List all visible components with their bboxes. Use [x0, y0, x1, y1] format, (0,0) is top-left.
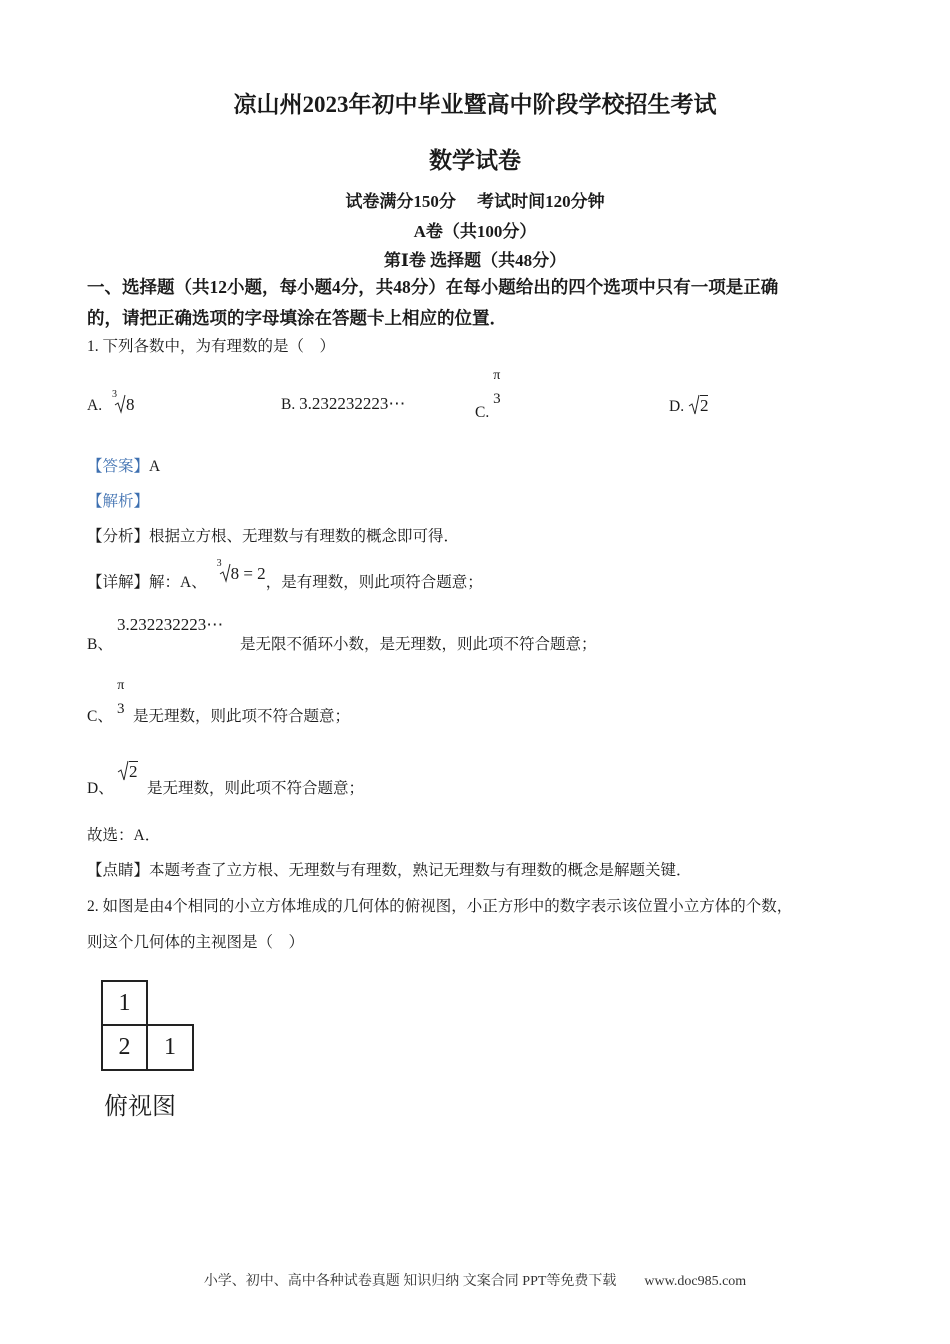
detail-a-prefix: 解：A、: [149, 574, 207, 591]
detail-d-suffix: 是无理数，则此项不符合题意；: [147, 780, 365, 797]
q1-conclusion: 故选：A．: [87, 827, 161, 844]
detail-a-formula: [211, 558, 266, 584]
radicand: 2: [699, 396, 709, 415]
q1-answer: [87, 454, 160, 476]
option-b-label: B.: [281, 396, 296, 413]
detail-a-suffix: ，是有理数，则此项符合题意；: [265, 574, 483, 591]
answer-tag: 【答案】: [87, 458, 150, 475]
q2-stem-line2: 则这个几何体的主视图是（ ）: [87, 934, 305, 951]
detail-tag: 【详解】: [87, 574, 150, 591]
q1-option-d: [669, 394, 708, 416]
cell-bottom-right: 1: [146, 1024, 194, 1071]
detail-c-fraction: [117, 679, 125, 717]
option-b-value: 3.232232223⋯: [299, 394, 406, 413]
q1-option-b: [281, 394, 405, 414]
option-c-label: C.: [475, 403, 490, 421]
q1-stem: 1. 下列各数中，为有理数的是（ ）: [87, 338, 336, 355]
answer-value: A: [149, 458, 161, 475]
fenxi-text: 根据立方根、无理数与有理数的概念即可得．: [149, 528, 460, 545]
fraction-denominator: 3: [117, 701, 125, 717]
subject-title: 数学试卷: [429, 148, 521, 173]
radicand: 8: [125, 395, 135, 414]
q2-stem-line1: 2. 如图是由4个相同的小立方体堆成的几何体的俯视图，小正方形中的数字表示该位置小立方体的个数，: [87, 898, 793, 915]
comment-text: 本题考查了立方根、无理数与有理数，熟记无理数与有理数的概念是解题关键．: [149, 862, 692, 879]
fraction-denominator: 3: [493, 391, 501, 407]
section-heading-line1: 一、选择题（共12小题，每小题4分，共48分）在每小题给出的四个选项中只有一项是正确: [87, 277, 779, 297]
section-heading-line2: 的，请把正确选项的字母填涂在答题卡上相应的位置．: [87, 308, 507, 328]
option-d-label: D.: [669, 398, 685, 415]
analysis-tag: 【解析】: [87, 493, 150, 510]
figure-caption: 俯视图: [104, 1094, 176, 1120]
fraction-numerator: π: [493, 368, 501, 383]
q1-detail-a: [87, 558, 483, 592]
q1-comment: [87, 858, 692, 880]
detail-d-prefix: D、: [87, 780, 114, 797]
q1-option-a: [87, 389, 135, 415]
detail-b-prefix: B、: [87, 636, 113, 653]
detail-c-prefix: C、: [87, 708, 113, 725]
equals-value: = 2: [243, 564, 266, 583]
detail-b-value: 3.232232223⋯: [117, 615, 224, 634]
root-index: 3: [216, 558, 222, 569]
option-a-cube-root: [106, 389, 135, 415]
option-c-fraction: [493, 369, 501, 407]
radicand: 8: [230, 564, 240, 583]
fraction-numerator: π: [117, 678, 125, 693]
q1-fenxi: [87, 524, 459, 546]
option-d-sqrt: [688, 396, 709, 415]
exam-info: 试卷满分150分 考试时间120分钟: [345, 192, 605, 211]
part-label: 第Ⅰ卷 选择题（共48分）: [383, 251, 567, 270]
detail-d-sqrt: [117, 760, 138, 782]
option-a-label: A.: [87, 397, 103, 414]
comment-tag: 【点睛】: [87, 862, 150, 879]
q1-option-c: [475, 368, 501, 421]
cell-top-left: 1: [101, 980, 148, 1026]
fenxi-tag: 【分析】: [87, 528, 150, 545]
page-footer: 小学、初中、高中各种试卷真题 知识归纳 文案合同 PPT等免费下载 www.doc985.com: [203, 1274, 747, 1289]
detail-b-suffix: 是无限不循环小数，是无理数，则此项不符合题意；: [240, 636, 597, 653]
detail-c-suffix: 是无理数，则此项不符合题意；: [133, 708, 351, 725]
radical-icon: [688, 394, 700, 416]
volume-label: A卷（共100分）: [413, 222, 537, 241]
cell-bottom-left: 2: [101, 1024, 148, 1071]
exam-title: 凉山州2023年初中毕业暨高中阶段学校招生考试: [233, 92, 717, 117]
radical-icon: [117, 760, 129, 782]
root-index: 3: [111, 389, 117, 400]
radicand: 2: [129, 762, 138, 781]
